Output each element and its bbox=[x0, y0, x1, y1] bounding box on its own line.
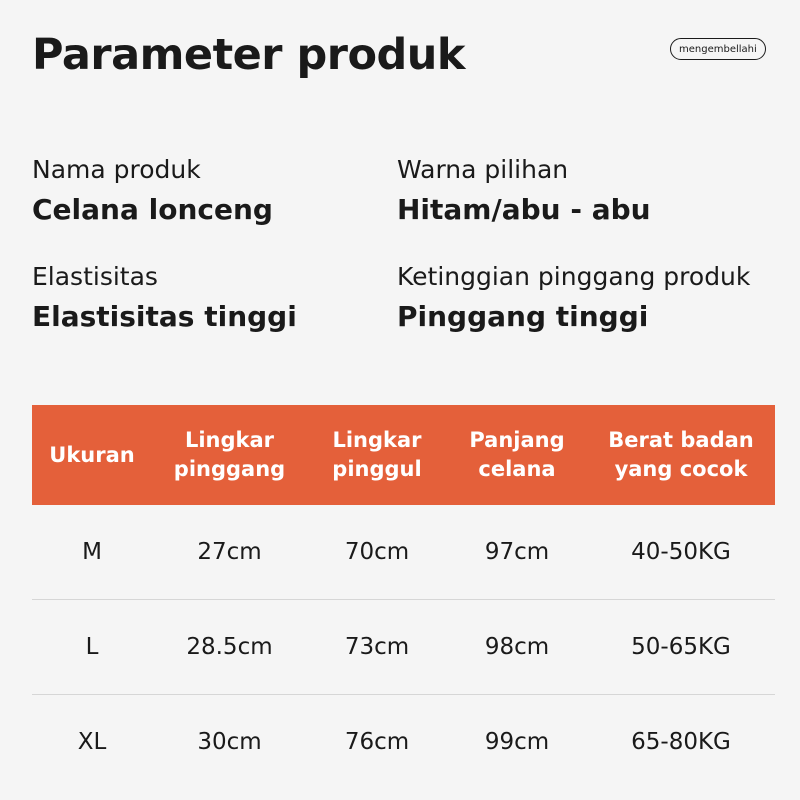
cell-length: 97cm bbox=[484, 539, 550, 565]
param-color bbox=[397, 155, 651, 226]
cell-length: 98cm bbox=[484, 634, 550, 660]
cell-size: XL bbox=[77, 729, 107, 755]
cell-length: 99cm bbox=[484, 729, 550, 755]
cell-waist: 30cm bbox=[197, 729, 262, 755]
cell-size: L bbox=[85, 634, 99, 660]
param-value: Hitam/abu - abu bbox=[397, 193, 651, 226]
header-size: Ukuran bbox=[49, 442, 135, 467]
param-value: Elastisitas tinggi bbox=[32, 300, 297, 333]
table-row bbox=[32, 695, 775, 789]
param-label: Ketinggian pinggang produk bbox=[397, 262, 751, 291]
param-label: Elastisitas bbox=[32, 262, 158, 291]
cell-hip: 76cm bbox=[344, 729, 410, 755]
header-length: Panjang celana bbox=[469, 428, 565, 481]
param-product-name bbox=[32, 155, 273, 226]
param-waist-height bbox=[397, 262, 750, 333]
header-waist: Lingkar pinggang bbox=[173, 428, 286, 481]
cell-hip: 70cm bbox=[344, 539, 410, 565]
cell-size: M bbox=[82, 539, 102, 565]
param-label: Warna pilihan bbox=[397, 155, 569, 184]
param-elasticity bbox=[32, 262, 297, 333]
table-row bbox=[32, 505, 775, 600]
header-hip: Lingkar pinggul bbox=[332, 428, 422, 481]
param-label: Nama produk bbox=[32, 155, 201, 184]
cell-hip: 73cm bbox=[344, 634, 410, 660]
cell-weight: 65-80KG bbox=[631, 729, 731, 755]
cell-waist: 28.5cm bbox=[186, 634, 273, 660]
header-weight: Berat badan yang cocok bbox=[608, 428, 754, 481]
table-row bbox=[32, 600, 775, 695]
page-title: Parameter produk bbox=[32, 30, 465, 80]
param-value: Celana lonceng bbox=[32, 193, 273, 226]
table-header bbox=[32, 405, 775, 505]
brand-badge: mengembellahi bbox=[670, 38, 766, 60]
param-value: Pinggang tinggi bbox=[397, 300, 649, 333]
cell-weight: 40-50KG bbox=[631, 539, 731, 565]
cell-weight: 50-65KG bbox=[631, 634, 731, 660]
size-table bbox=[32, 405, 775, 789]
cell-waist: 27cm bbox=[197, 539, 262, 565]
